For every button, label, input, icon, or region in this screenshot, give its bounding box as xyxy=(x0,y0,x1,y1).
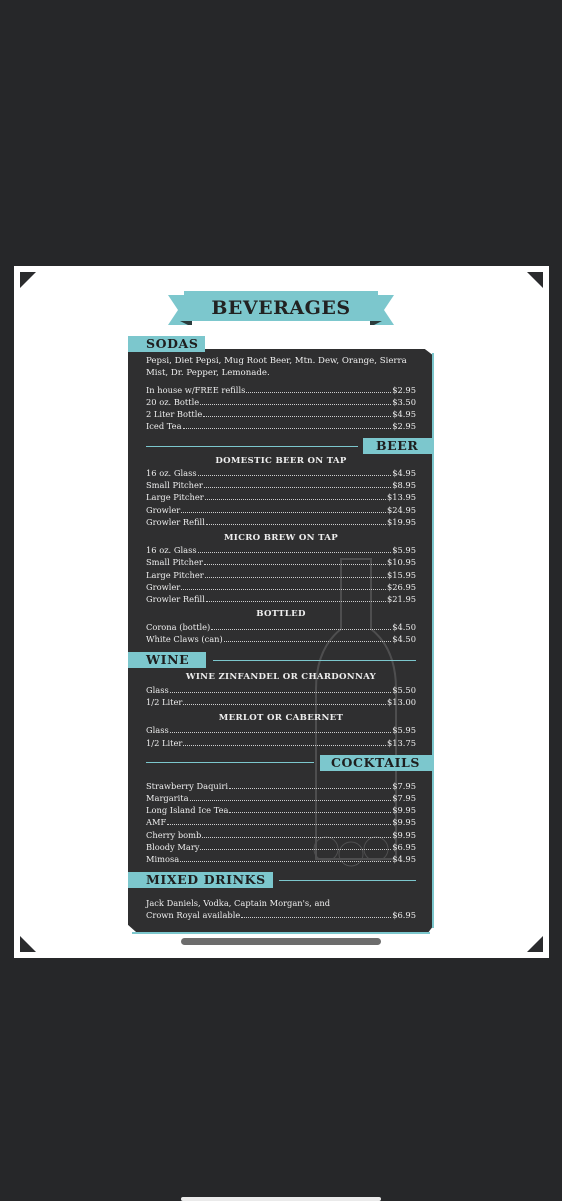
section-tag-sodas: SODAS xyxy=(128,336,205,352)
item-name: Glass xyxy=(146,685,169,695)
mixed-description: Jack Daniels, Vodka, Captain Morgan's, and xyxy=(146,898,331,908)
dot-leader xyxy=(181,512,386,513)
item-price: $5.50 xyxy=(392,685,416,695)
item-price: $4.95 xyxy=(392,409,416,419)
item-name: 20 oz. Bottle xyxy=(146,397,200,407)
dot-leader xyxy=(183,745,386,746)
item-price: $9.95 xyxy=(392,805,416,815)
item-name: Large Pitcher xyxy=(146,570,204,580)
item-price: $15.95 xyxy=(386,570,416,580)
section-rule xyxy=(213,660,416,661)
item-name: 1/2 Liter xyxy=(146,738,183,748)
item-name: Margarita xyxy=(146,793,189,803)
menu-row xyxy=(146,696,416,708)
section-rule xyxy=(146,446,358,447)
menu-row xyxy=(146,853,416,865)
menu-row xyxy=(146,909,416,921)
dot-leader xyxy=(167,824,391,825)
subheading-merlot: MERLOT OR CABERNET xyxy=(218,713,344,723)
menu-row xyxy=(146,841,416,853)
item-price: $13.75 xyxy=(386,738,416,748)
item-name: Crown Royal available xyxy=(146,910,241,920)
item-name: Small Pitcher xyxy=(146,557,203,567)
item-name: Corona (bottle) xyxy=(146,622,211,632)
dot-leader xyxy=(206,524,386,525)
menu-row xyxy=(146,829,416,841)
item-name: Growler xyxy=(146,505,181,515)
menu-row xyxy=(146,556,416,568)
item-name: Growler Refill xyxy=(146,517,205,527)
item-name: AMF xyxy=(146,817,167,827)
item-name: Long Island Ice Tea xyxy=(146,805,229,815)
section-rule xyxy=(146,762,314,763)
item-price: $26.95 xyxy=(386,582,416,592)
dot-leader xyxy=(224,641,391,642)
item-price: $2.95 xyxy=(392,385,416,395)
item-price: $6.95 xyxy=(392,910,416,920)
item-price: $3.50 xyxy=(392,397,416,407)
dot-leader xyxy=(229,812,391,813)
item-name: Bloody Mary xyxy=(146,842,200,852)
subheading-domestic: DOMESTIC BEER ON TAP xyxy=(215,456,347,466)
menu-row xyxy=(146,420,416,432)
menu-row xyxy=(146,408,416,420)
item-price: $7.95 xyxy=(392,793,416,803)
dot-leader xyxy=(170,732,391,733)
item-name: 2 Liter Bottle xyxy=(146,409,203,419)
item-name: Cherry bomb xyxy=(146,830,202,840)
dot-leader xyxy=(198,475,392,476)
dot-leader xyxy=(200,404,391,405)
menu-row xyxy=(146,581,416,593)
item-price: $8.95 xyxy=(392,480,416,490)
item-name: Growler xyxy=(146,582,181,592)
dot-leader xyxy=(170,692,391,693)
item-price: $13.95 xyxy=(386,492,416,502)
item-price: $13.00 xyxy=(386,697,416,707)
item-name: Large Pitcher xyxy=(146,492,204,502)
section-tag-cocktails: COCKTAILS xyxy=(320,755,434,771)
dot-leader xyxy=(200,849,391,850)
dot-leader xyxy=(246,392,391,393)
dot-leader xyxy=(205,499,386,500)
dot-leader xyxy=(229,788,391,789)
dot-leader xyxy=(202,837,391,838)
menu-row xyxy=(146,724,416,736)
dot-leader xyxy=(198,552,392,553)
menu-row xyxy=(146,491,416,503)
corner-decoration xyxy=(20,272,36,288)
menu-row xyxy=(146,516,416,528)
section-tag-beer: BEER xyxy=(363,438,434,454)
item-name: 1/2 Liter xyxy=(146,697,183,707)
item-price: $10.95 xyxy=(386,557,416,567)
dot-leader xyxy=(190,800,392,801)
dot-leader xyxy=(181,589,386,590)
section-tag-wine: WINE xyxy=(128,652,206,668)
subheading-bottled: BOTTLED xyxy=(256,609,306,619)
title-ribbon xyxy=(168,291,394,325)
item-price: $5.95 xyxy=(392,725,416,735)
item-price: $6.95 xyxy=(392,842,416,852)
menu-row xyxy=(146,467,416,479)
subheading-zinfandel: WINE ZINFANDEL OR CHARDONNAY xyxy=(185,672,377,682)
menu-row xyxy=(146,593,416,605)
item-name: Growler Refill xyxy=(146,594,205,604)
item-name: Strawberry Daquiri xyxy=(146,781,229,791)
menu-row xyxy=(146,804,416,816)
menu-row xyxy=(146,544,416,556)
dot-leader xyxy=(183,428,392,429)
item-price: $19.95 xyxy=(386,517,416,527)
menu-row xyxy=(146,792,416,804)
menu-row xyxy=(146,384,416,396)
menu-row xyxy=(146,569,416,581)
item-name: 16 oz. Glass xyxy=(146,468,197,478)
menu-row xyxy=(146,816,416,828)
subheading-micro: MICRO BREW ON TAP xyxy=(223,533,339,543)
dot-leader xyxy=(205,577,386,578)
item-name: Glass xyxy=(146,725,169,735)
section-tag-mixed-drinks: MIXED DRINKS xyxy=(128,872,273,888)
item-name: Small Pitcher xyxy=(146,480,203,490)
menu-row xyxy=(146,504,416,516)
corner-decoration xyxy=(20,936,36,952)
dot-leader xyxy=(183,704,386,705)
horizontal-scrollbar[interactable] xyxy=(181,938,381,945)
item-price: $2.95 xyxy=(392,421,416,431)
item-price: $5.95 xyxy=(392,545,416,555)
menu-title: BEVERAGES xyxy=(211,297,351,319)
corner-decoration xyxy=(527,936,543,952)
board-edge xyxy=(132,932,430,934)
menu-row xyxy=(146,737,416,749)
item-price: $4.50 xyxy=(392,634,416,644)
menu-row xyxy=(146,621,416,633)
item-price: $9.95 xyxy=(392,830,416,840)
dot-leader xyxy=(211,629,391,630)
item-name: Mimosa xyxy=(146,854,180,864)
menu-row xyxy=(146,396,416,408)
menu-row xyxy=(146,684,416,696)
item-price: $4.95 xyxy=(392,468,416,478)
item-price: $7.95 xyxy=(392,781,416,791)
item-price: $21.95 xyxy=(386,594,416,604)
item-price: $24.95 xyxy=(386,505,416,515)
dot-leader xyxy=(204,487,391,488)
corner-decoration xyxy=(527,272,543,288)
dot-leader xyxy=(204,564,386,565)
sodas-description: Pepsi, Diet Pepsi, Mug Root Beer, Mtn. Dew, Orange, Sierra Mist, Dr. Pepper, Lemonade. xyxy=(146,356,407,379)
item-price: $4.95 xyxy=(392,854,416,864)
item-name: 16 oz. Glass xyxy=(146,545,197,555)
dot-leader xyxy=(203,416,391,417)
menu-row xyxy=(146,780,416,792)
menu-row xyxy=(146,479,416,491)
item-name: White Claws (can) xyxy=(146,634,223,644)
item-name: Iced Tea xyxy=(146,421,182,431)
item-price: $4.50 xyxy=(392,622,416,632)
home-indicator[interactable] xyxy=(181,1197,381,1201)
item-name: In house w/FREE refills xyxy=(146,385,246,395)
dot-leader xyxy=(206,601,386,602)
dot-leader xyxy=(180,861,391,862)
dot-leader xyxy=(241,917,391,918)
item-price: $9.95 xyxy=(392,817,416,827)
menu-row xyxy=(146,633,416,645)
section-rule xyxy=(279,880,416,881)
